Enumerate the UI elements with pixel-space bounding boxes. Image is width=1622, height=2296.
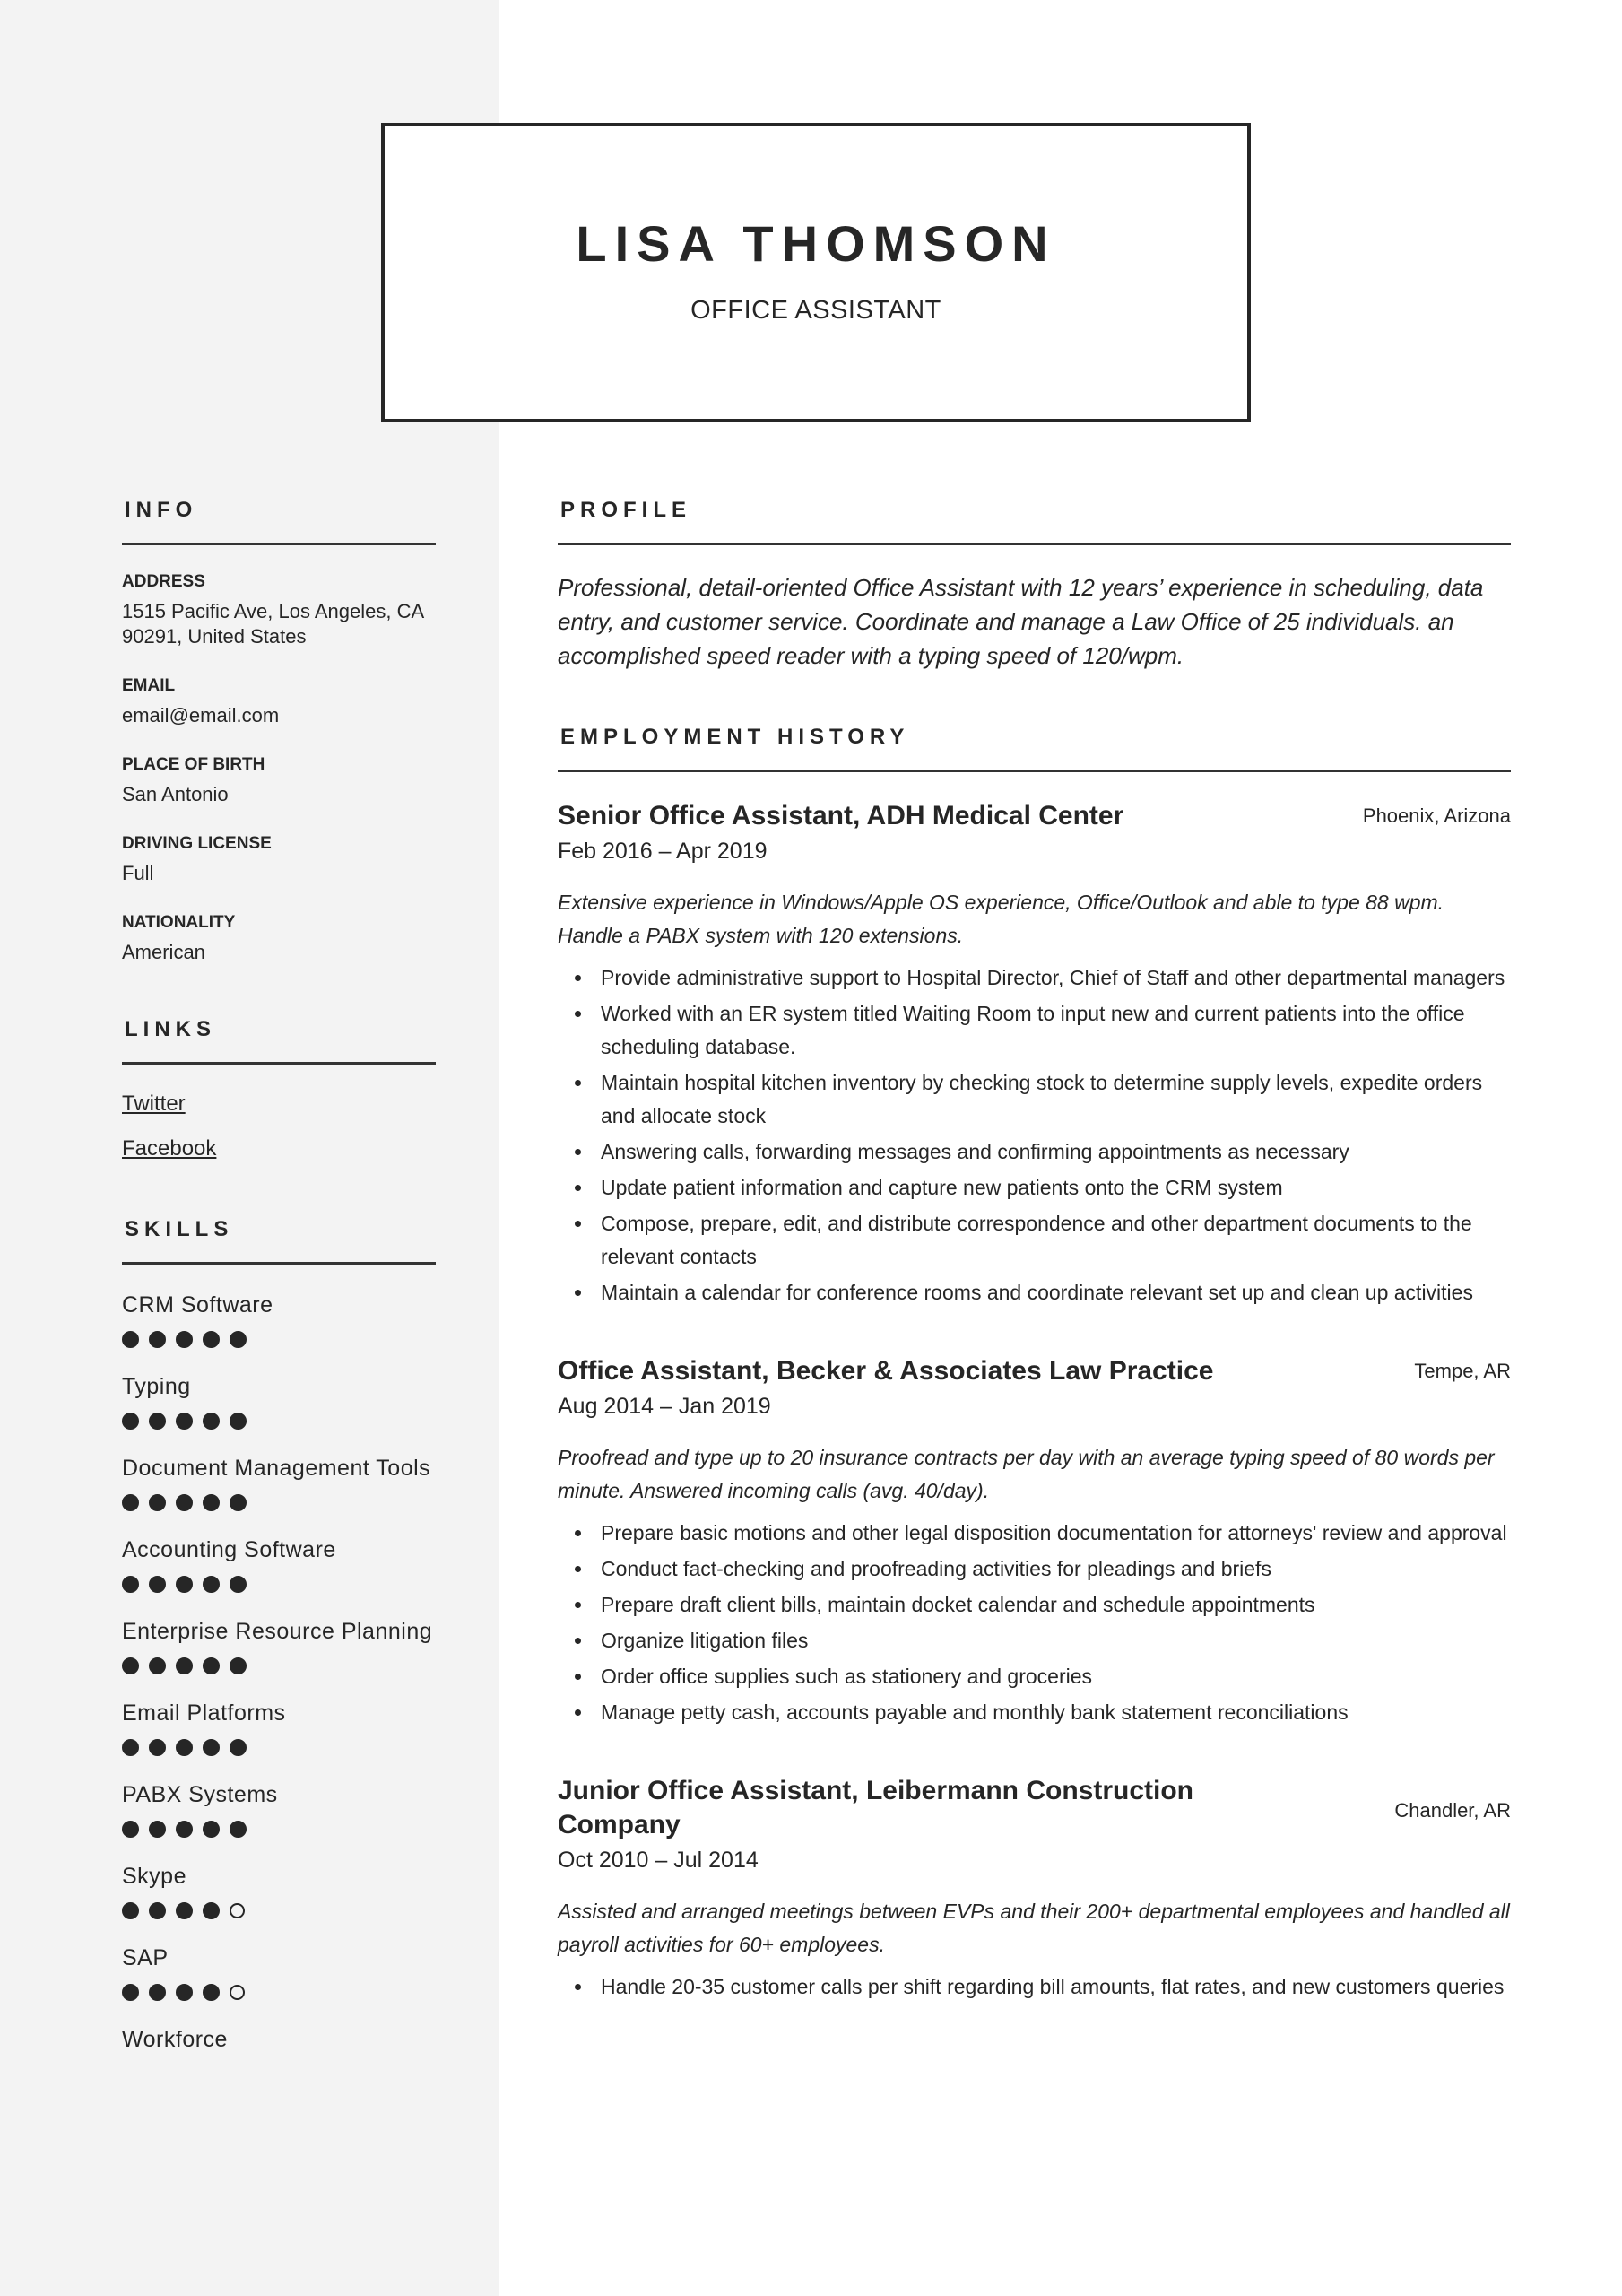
skill-name: Skype bbox=[122, 1864, 186, 1889]
filled-dot-icon bbox=[203, 1821, 220, 1838]
info-driving-license bbox=[122, 834, 436, 886]
skill-item bbox=[122, 1700, 436, 1756]
responsibility-item: Organize litigation files bbox=[558, 1624, 1511, 1657]
info-place-of-birth bbox=[122, 755, 436, 807]
job-title: Senior Office Assistant, ADH Medical Center bbox=[558, 801, 1124, 831]
info-value: Full bbox=[122, 862, 154, 884]
skill-rating bbox=[122, 1984, 436, 2001]
info-value: email@email.com bbox=[122, 704, 280, 726]
section-divider bbox=[558, 770, 1511, 772]
job-header bbox=[558, 1774, 1511, 1842]
filled-dot-icon bbox=[176, 1902, 193, 1919]
filled-dot-icon bbox=[122, 1821, 139, 1838]
info-email bbox=[122, 676, 436, 728]
filled-dot-icon bbox=[230, 1576, 247, 1593]
info-label: PLACE OF BIRTH bbox=[122, 755, 265, 774]
job-dates: Aug 2014 – Jan 2019 bbox=[558, 1394, 771, 1419]
responsibility-item: Maintain a calendar for conference rooms and coordinate relevant set up and clean up activities bbox=[558, 1276, 1511, 1309]
filled-dot-icon bbox=[122, 1576, 139, 1593]
job-entry bbox=[558, 799, 1511, 1309]
responsibility-item: Handle 20-35 customer calls per shift regarding bill amounts, flat rates, and new customers queries bbox=[558, 1970, 1511, 2004]
filled-dot-icon bbox=[230, 1331, 247, 1348]
job-title: Office Assistant, Becker & Associates Law Practice bbox=[558, 1356, 1214, 1386]
filled-dot-icon bbox=[176, 1984, 193, 2001]
info-label: ADDRESS bbox=[122, 572, 205, 591]
responsibility-item: Prepare draft client bills, maintain docket calendar and schedule appointments bbox=[558, 1588, 1511, 1622]
skill-item bbox=[122, 1863, 436, 1919]
filled-dot-icon bbox=[176, 1494, 193, 1511]
sidebar bbox=[122, 498, 436, 2053]
job-responsibilities bbox=[558, 1517, 1511, 1729]
filled-dot-icon bbox=[203, 1576, 220, 1593]
section-divider bbox=[122, 1262, 436, 1265]
skill-item bbox=[122, 2026, 436, 2053]
skills-section bbox=[122, 1217, 436, 2053]
filled-dot-icon bbox=[230, 1739, 247, 1756]
filled-dot-icon bbox=[230, 1494, 247, 1511]
skill-item bbox=[122, 1618, 436, 1674]
filled-dot-icon bbox=[149, 1576, 166, 1593]
filled-dot-icon bbox=[203, 1494, 220, 1511]
filled-dot-icon bbox=[203, 1739, 220, 1756]
job-entry bbox=[558, 1774, 1511, 2004]
job-dates: Oct 2010 – Jul 2014 bbox=[558, 1848, 759, 1873]
skill-rating bbox=[122, 1576, 436, 1593]
skill-rating bbox=[122, 1821, 436, 1838]
responsibility-item: Compose, prepare, edit, and distribute correspondence and other department documents to the relevant contacts bbox=[558, 1207, 1511, 1274]
section-divider bbox=[558, 543, 1511, 545]
responsibility-item: Update patient information and capture new patients onto the CRM system bbox=[558, 1171, 1511, 1205]
skill-name: SAP bbox=[122, 1945, 169, 1970]
skills-heading: SKILLS bbox=[125, 1217, 234, 1241]
job-title: Junior Office Assistant, Leibermann Construction Company bbox=[558, 1776, 1193, 1839]
filled-dot-icon bbox=[149, 1984, 166, 2001]
filled-dot-icon bbox=[122, 1413, 139, 1430]
skill-item bbox=[122, 1944, 436, 2001]
job-summary: Extensive experience in Windows/Apple OS experience, Office/Outlook and able to type 88 wpm. Handle a PABX system with 120 extensions. bbox=[558, 891, 1444, 947]
info-heading: INFO bbox=[125, 498, 198, 522]
skill-rating bbox=[122, 1331, 436, 1348]
filled-dot-icon bbox=[230, 1657, 247, 1674]
info-label: DRIVING LICENSE bbox=[122, 834, 272, 853]
section-divider bbox=[122, 543, 436, 545]
filled-dot-icon bbox=[176, 1576, 193, 1593]
skill-name: PABX Systems bbox=[122, 1782, 278, 1807]
info-section bbox=[122, 498, 436, 965]
skill-name: CRM Software bbox=[122, 1292, 273, 1318]
name-header-box bbox=[381, 123, 1251, 422]
skill-name: Document Management Tools bbox=[122, 1456, 431, 1481]
filled-dot-icon bbox=[149, 1413, 166, 1430]
profile-summary: Professional, detail-oriented Office Assistant with 12 years’ experience in scheduling, data entry, and customer service. Coordinate and manage a Law Office of 25 individuals. an accomplished speed reader with a typing speed of 120/wpm. bbox=[558, 574, 1484, 669]
filled-dot-icon bbox=[203, 1331, 220, 1348]
section-divider bbox=[122, 1062, 436, 1065]
filled-dot-icon bbox=[176, 1821, 193, 1838]
filled-dot-icon bbox=[122, 1657, 139, 1674]
job-responsibilities bbox=[558, 1970, 1511, 2004]
info-value: 1515 Pacific Ave, Los Angeles, CA 90291, United States bbox=[122, 600, 423, 648]
filled-dot-icon bbox=[122, 1902, 139, 1919]
filled-dot-icon bbox=[149, 1657, 166, 1674]
skill-item bbox=[122, 1455, 436, 1511]
skill-rating bbox=[122, 1494, 436, 1511]
job-summary: Assisted and arranged meetings between EVPs and their 200+ departmental employees and handled all payroll activities for 60+ employees. bbox=[558, 1900, 1510, 1956]
responsibility-item: Maintain hospital kitchen inventory by checking stock to determine supply levels, expedite orders and allocate stock bbox=[558, 1066, 1511, 1133]
skill-rating bbox=[122, 1739, 436, 1756]
skill-item bbox=[122, 1373, 436, 1430]
filled-dot-icon bbox=[149, 1331, 166, 1348]
responsibility-item: Answering calls, forwarding messages and confirming appointments as necessary bbox=[558, 1135, 1511, 1169]
filled-dot-icon bbox=[176, 1331, 193, 1348]
link-facebook[interactable]: Facebook bbox=[122, 1136, 217, 1161]
filled-dot-icon bbox=[203, 1984, 220, 2001]
responsibility-item: Order office supplies such as stationery and groceries bbox=[558, 1660, 1511, 1693]
filled-dot-icon bbox=[176, 1739, 193, 1756]
empty-dot-icon bbox=[230, 1903, 245, 1918]
profile-section bbox=[558, 498, 1511, 673]
filled-dot-icon bbox=[149, 1739, 166, 1756]
responsibility-item: Provide administrative support to Hospital Director, Chief of Staff and other departmental managers bbox=[558, 961, 1511, 995]
job-header bbox=[558, 799, 1511, 833]
responsibility-item: Conduct fact-checking and proofreading activities for pleadings and briefs bbox=[558, 1552, 1511, 1586]
job-location: Chandler, AR bbox=[1394, 1799, 1511, 1822]
filled-dot-icon bbox=[176, 1413, 193, 1430]
skill-item bbox=[122, 1536, 436, 1593]
main-content bbox=[558, 498, 1511, 2004]
candidate-job-title: OFFICE ASSISTANT bbox=[690, 296, 941, 325]
skill-item bbox=[122, 1781, 436, 1838]
filled-dot-icon bbox=[149, 1902, 166, 1919]
skill-name: Enterprise Resource Planning bbox=[122, 1619, 433, 1644]
skill-name: Workforce bbox=[122, 2027, 228, 2052]
skill-item bbox=[122, 1292, 436, 1348]
link-twitter[interactable]: Twitter bbox=[122, 1091, 186, 1116]
info-address bbox=[122, 572, 436, 649]
empty-dot-icon bbox=[230, 1985, 245, 2000]
responsibility-item: Prepare basic motions and other legal disposition documentation for attorneys' review and approval bbox=[558, 1517, 1511, 1550]
responsibility-item: Worked with an ER system titled Waiting Room to input new and current patients into the office scheduling database. bbox=[558, 997, 1511, 1064]
job-dates: Feb 2016 – Apr 2019 bbox=[558, 839, 768, 864]
filled-dot-icon bbox=[230, 1821, 247, 1838]
filled-dot-icon bbox=[122, 1984, 139, 2001]
info-value: American bbox=[122, 941, 205, 963]
filled-dot-icon bbox=[122, 1331, 139, 1348]
job-header bbox=[558, 1354, 1511, 1388]
skill-name: Typing bbox=[122, 1374, 191, 1399]
job-responsibilities bbox=[558, 961, 1511, 1309]
filled-dot-icon bbox=[149, 1494, 166, 1511]
skill-rating bbox=[122, 1657, 436, 1674]
filled-dot-icon bbox=[122, 1739, 139, 1756]
filled-dot-icon bbox=[203, 1902, 220, 1919]
employment-history-section bbox=[558, 725, 1511, 2004]
info-value: San Antonio bbox=[122, 783, 229, 805]
filled-dot-icon bbox=[203, 1657, 220, 1674]
skill-name: Email Platforms bbox=[122, 1700, 286, 1726]
filled-dot-icon bbox=[203, 1413, 220, 1430]
job-location: Phoenix, Arizona bbox=[1362, 804, 1511, 827]
filled-dot-icon bbox=[176, 1657, 193, 1674]
skills-list bbox=[122, 1292, 436, 2053]
filled-dot-icon bbox=[230, 1413, 247, 1430]
job-location: Tempe, AR bbox=[1414, 1360, 1511, 1382]
job-entry bbox=[558, 1354, 1511, 1729]
info-label: NATIONALITY bbox=[122, 913, 236, 932]
skill-rating bbox=[122, 1902, 436, 1919]
jobs-list bbox=[558, 799, 1511, 2004]
employment-heading: EMPLOYMENT HISTORY bbox=[560, 725, 910, 749]
candidate-name: LISA THOMSON bbox=[576, 215, 1056, 272]
responsibility-item: Manage petty cash, accounts payable and monthly bank statement reconciliations bbox=[558, 1696, 1511, 1729]
info-nationality bbox=[122, 913, 436, 965]
skill-name: Accounting Software bbox=[122, 1537, 336, 1562]
links-section bbox=[122, 1017, 436, 1161]
links-heading: LINKS bbox=[125, 1017, 216, 1041]
filled-dot-icon bbox=[149, 1821, 166, 1838]
info-label: EMAIL bbox=[122, 676, 176, 695]
profile-heading: PROFILE bbox=[560, 498, 692, 522]
skill-rating bbox=[122, 1413, 436, 1430]
filled-dot-icon bbox=[122, 1494, 139, 1511]
job-summary: Proofread and type up to 20 insurance contracts per day with an average typing speed of 80 words per minute. Answered incoming calls (avg. 40/day). bbox=[558, 1446, 1495, 1502]
